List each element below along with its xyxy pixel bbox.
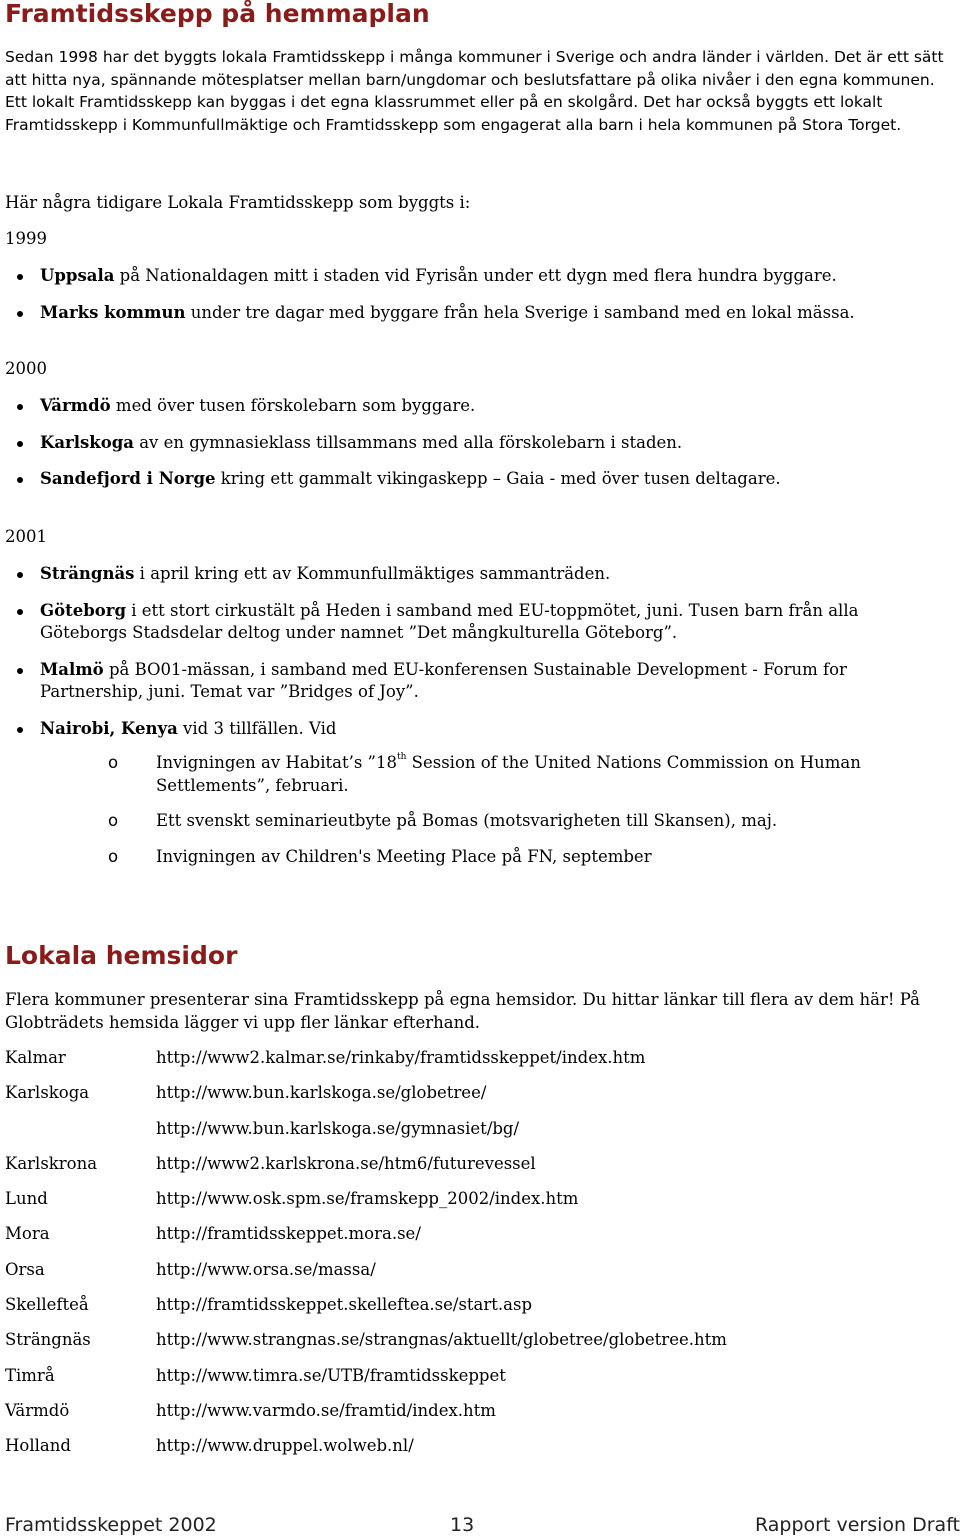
sub-list-item — [5, 846, 915, 869]
bullet-icon — [17, 668, 23, 674]
item-text: Invigningen av Habitat’s ”18 — [156, 753, 397, 772]
superscript: th — [397, 752, 407, 762]
list-2001 — [5, 563, 925, 740]
bullet-icon — [17, 727, 23, 733]
link-row — [5, 1435, 955, 1470]
footer-version: Rapport version Draft — [755, 1514, 960, 1536]
footer-title: Framtidsskeppet 2002 — [5, 1514, 217, 1536]
place-name: Värmdö — [40, 396, 111, 415]
city-name: Strängnäs — [5, 1330, 91, 1350]
item-text: på BO01-mässan, i samband med EU-konferensen Sustainable Development - Forum for Partnership, juni. Temat var ”Bridges of Joy”. — [40, 659, 847, 701]
city-name: Karlskoga — [5, 1083, 90, 1103]
city-name: Karlskrona — [5, 1153, 98, 1173]
city-name: Värmdö — [5, 1400, 70, 1420]
list-item — [5, 600, 925, 645]
bullet-icon — [17, 477, 23, 483]
item-text: Session of the United Nations Commission on Human Settlements”, februari. — [156, 753, 861, 795]
item-text: med över tusen förskolebarn som byggare. — [110, 396, 476, 415]
sub-list-item — [5, 752, 915, 797]
city-name: Orsa — [5, 1259, 45, 1279]
link-row — [5, 1153, 955, 1188]
section-heading-hemsidor: Lokala hemsidor — [5, 941, 238, 970]
year-2001: 2001 — [5, 527, 47, 546]
bullet-icon — [17, 609, 23, 615]
intro-paragraph-2: Ett lokalt Framtidsskepp kan byggas i det egna klassrummet eller på en skolgård. Det har också byggts ett lokalt Framtidsskepp i Kommunfullmäktige och Framtidsskepp som engagerat alla barn i hela kommunen på Stora Torget. — [5, 93, 902, 134]
url-link[interactable]: http://www.orsa.se/massa/ — [156, 1259, 376, 1279]
link-row — [5, 1400, 955, 1435]
bullet-icon — [17, 572, 23, 578]
place-name: Malmö — [40, 659, 104, 679]
url-link[interactable]: http://www.timra.se/UTB/framtidsskeppet — [156, 1365, 506, 1385]
links-intro: Flera kommuner presenterar sina Framtidsskepp på egna hemsidor. Du hittar länkar till flera av dem här! På Globträdets hemsida lägger vi upp fler länkar efterhand. — [5, 990, 920, 1032]
place-name: Karlskoga — [40, 432, 134, 452]
city-name: Lund — [5, 1189, 48, 1209]
list-item — [5, 563, 925, 586]
intro-block — [5, 46, 955, 136]
place-name: Nairobi, Kenya — [40, 718, 178, 738]
url-link[interactable]: http://www.varmdo.se/framtid/index.htm — [156, 1400, 496, 1420]
year-2000: 2000 — [5, 359, 47, 378]
city-name: Skellefteå — [5, 1295, 89, 1315]
circle-bullet-icon: o — [108, 811, 119, 830]
item-text: Ett svenskt seminarieutbyte på Bomas (motsvarigheten till Skansen), maj. — [156, 811, 778, 830]
place-name: Uppsala — [40, 266, 115, 285]
intro-paragraph-1: Sedan 1998 har det byggts lokala Framtidsskepp i många kommuner i Sverige och andra länder i världen. Det är ett sätt att hitta nya, spännande mötesplatser mellan barn/ungdomar och beslutsfattare på olika nivåer i den egna kommunen. — [5, 48, 944, 89]
list-2000 — [5, 395, 955, 491]
list-item — [5, 265, 955, 288]
list-item — [5, 468, 955, 491]
links-table — [5, 1047, 955, 1471]
place-name: Sandefjord i Norge — [40, 469, 216, 488]
link-row — [5, 1223, 955, 1258]
list-item — [5, 432, 955, 455]
city-name: Mora — [5, 1224, 50, 1244]
year-1999: 1999 — [5, 229, 47, 248]
bullet-icon — [17, 274, 23, 280]
url-link[interactable]: http://www.bun.karlskoga.se/gymnasiet/bg/ — [156, 1118, 520, 1138]
circle-bullet-icon: o — [108, 753, 119, 772]
list-item — [5, 718, 925, 741]
link-row — [5, 1294, 955, 1329]
item-text: på Nationaldagen mitt i staden vid Fyrisån under ett dygn med flera hundra byggare. — [114, 266, 837, 285]
item-text: kring ett gammalt vikingaskepp – Gaia - med över tusen deltagare. — [215, 469, 781, 488]
url-link[interactable]: http://www2.karlskrona.se/htm6/futurevessel — [156, 1153, 536, 1173]
item-text: vid 3 tillfällen. Vid — [177, 718, 337, 738]
link-row — [5, 1082, 955, 1117]
list-item — [5, 395, 955, 418]
item-text: under tre dagar med byggare från hela Sverige i samband med en lokal mässa. — [185, 302, 855, 322]
url-link[interactable]: http://framtidsskeppet.skelleftea.se/start.asp — [156, 1295, 533, 1315]
link-row — [5, 1118, 955, 1153]
city-name: Holland — [5, 1436, 71, 1456]
city-name: Kalmar — [5, 1048, 66, 1067]
url-link[interactable]: http://www2.kalmar.se/rinkaby/framtidsskeppet/index.htm — [156, 1048, 646, 1067]
link-row — [5, 1188, 955, 1223]
section-heading-hemmaplan: Framtidsskepp på hemmaplan — [5, 0, 430, 28]
item-text: i ett stort cirkustält på Heden i samband med EU-toppmötet, juni. Tusen barn från alla Göteborgs Stadsdelar deltog under namnet ”Det mångkulturella Göteborg”. — [40, 600, 859, 642]
place-name: Marks kommun — [40, 302, 186, 322]
page-number: 13 — [450, 1514, 475, 1536]
bullet-icon — [17, 441, 23, 447]
link-row — [5, 1047, 955, 1082]
item-text: Invigningen av Children's Meeting Place på FN, september — [156, 846, 652, 866]
lead-paragraph: Här några tidigare Lokala Framtidsskepp som byggts i: — [5, 193, 471, 212]
list-item — [5, 302, 955, 325]
item-text: i april kring ett av Kommunfullmäktiges sammanträden. — [134, 564, 611, 583]
url-link[interactable]: http://framtidsskeppet.mora.se/ — [156, 1224, 421, 1244]
city-name: Timrå — [5, 1365, 55, 1385]
url-link[interactable]: http://www.strangnas.se/strangnas/aktuellt/globetree/globetree.htm — [156, 1330, 727, 1350]
bullet-icon — [17, 311, 23, 317]
url-link[interactable]: http://www.bun.karlskoga.se/globetree/ — [156, 1083, 487, 1103]
list-item — [5, 659, 925, 704]
bullet-icon — [17, 404, 23, 410]
url-link[interactable]: http://www.osk.spm.se/framskepp_2002/index.htm — [156, 1189, 579, 1209]
list-nairobi-sub — [5, 752, 915, 868]
sub-list-item — [5, 810, 915, 833]
place-name: Strängnäs — [40, 564, 135, 583]
link-row — [5, 1329, 955, 1364]
circle-bullet-icon: o — [108, 846, 119, 866]
item-text: av en gymnasieklass tillsammans med alla förskolebarn i staden. — [133, 432, 683, 452]
place-name: Göteborg — [40, 600, 126, 620]
link-row — [5, 1365, 955, 1400]
link-row — [5, 1259, 955, 1294]
list-1999 — [5, 265, 955, 324]
url-link[interactable]: http://www.druppel.wolweb.nl/ — [156, 1436, 414, 1456]
